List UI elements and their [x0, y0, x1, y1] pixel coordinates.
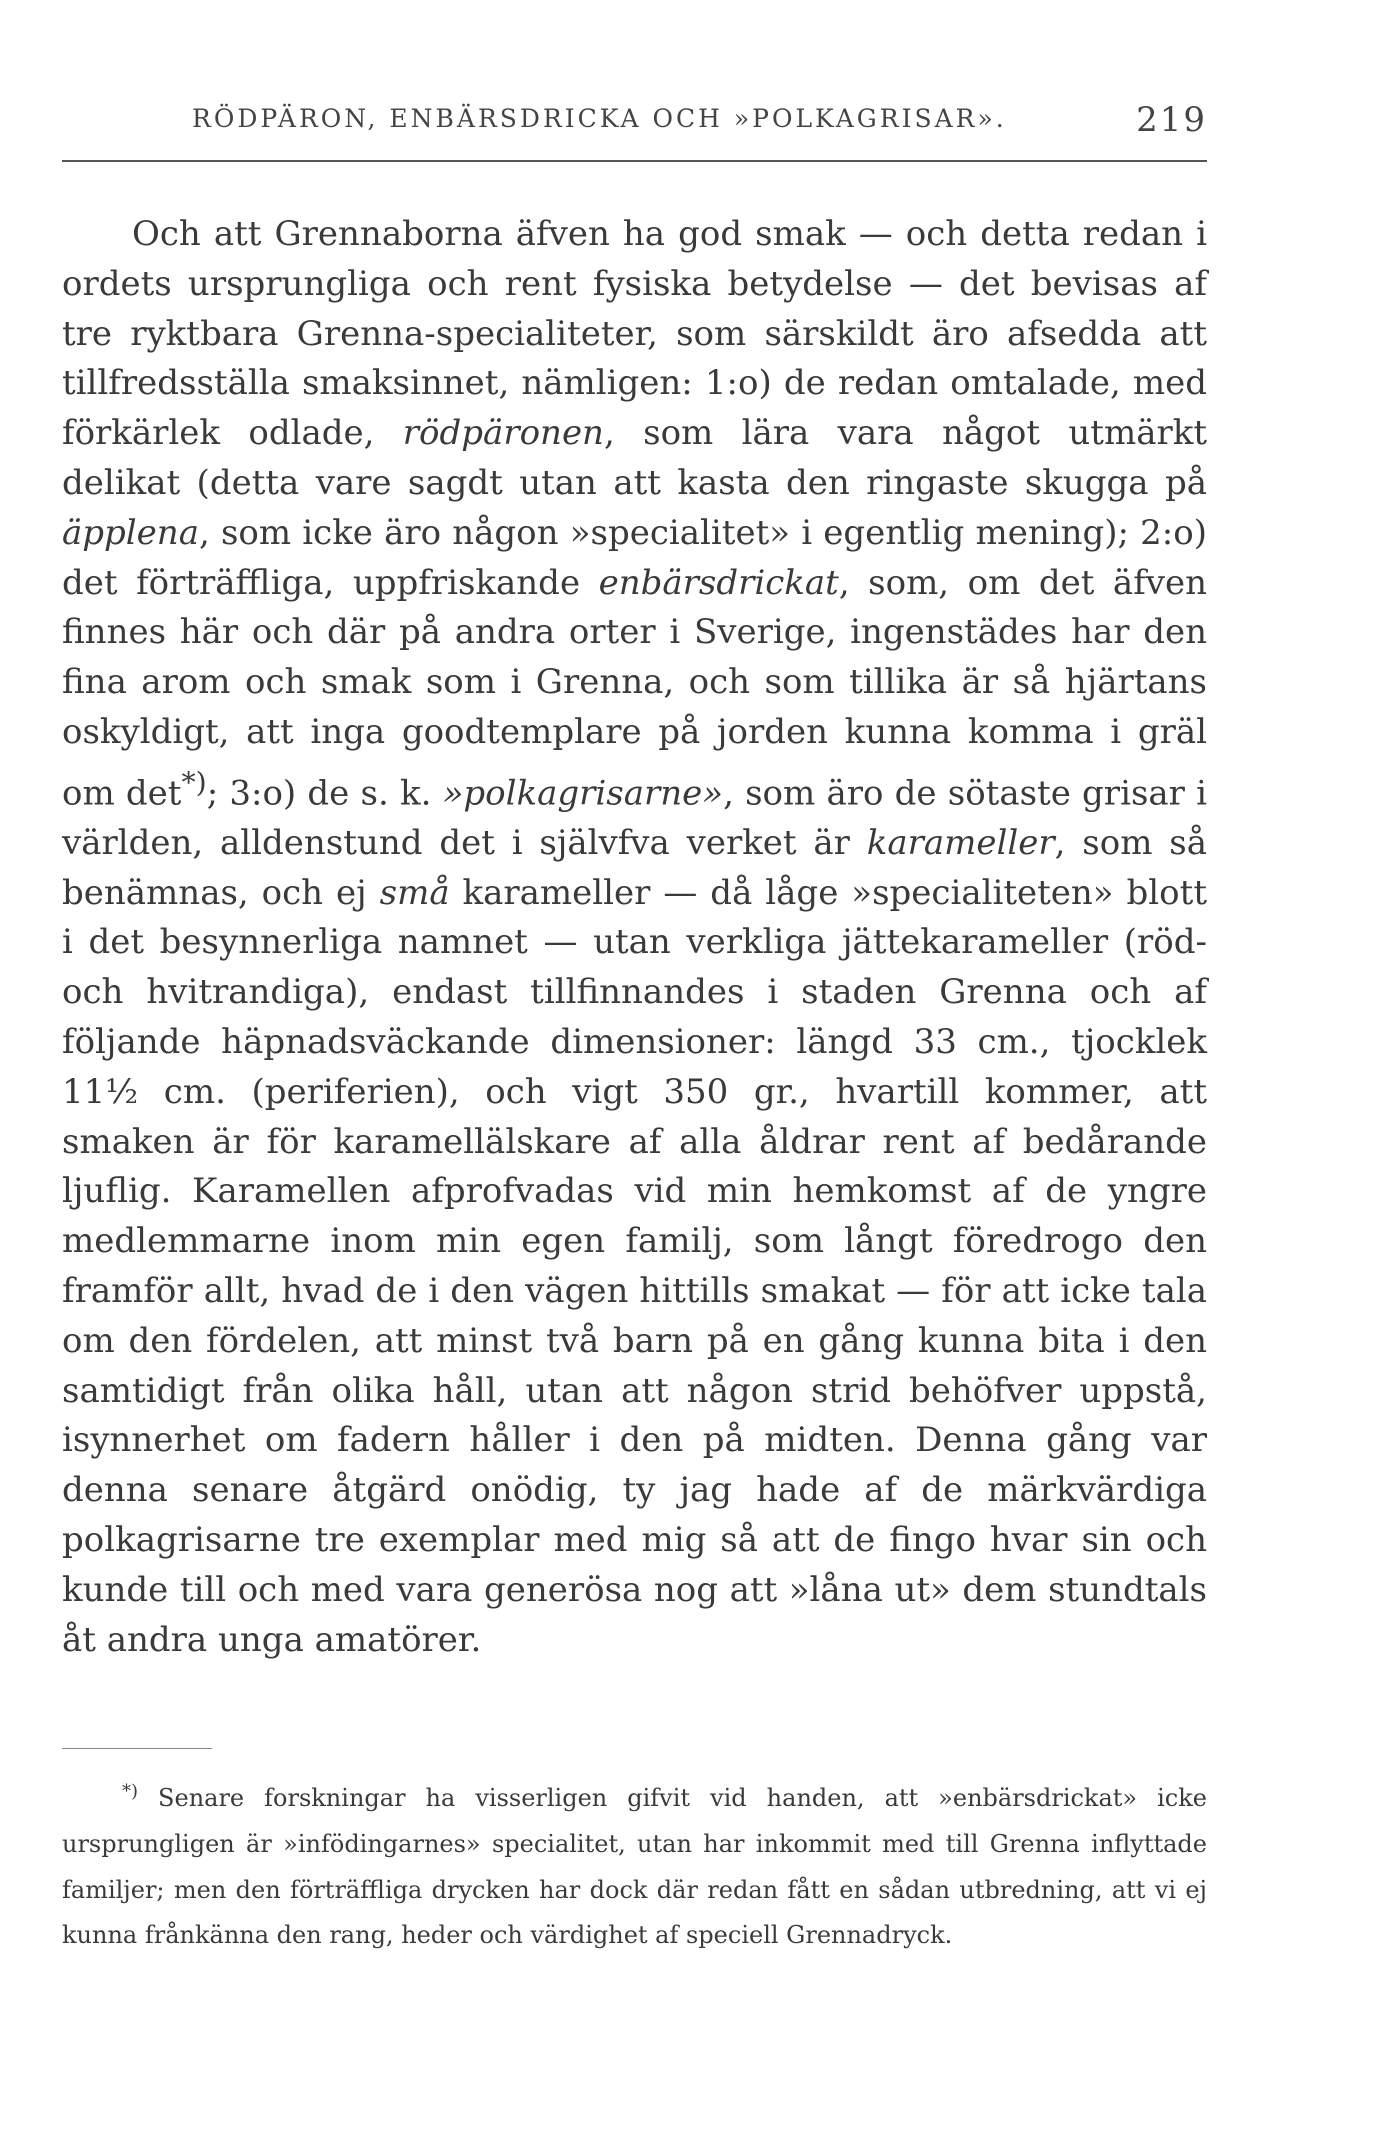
footnote [62, 1769, 1207, 1959]
page-header [62, 100, 1207, 162]
body-text [62, 210, 1207, 1665]
italic-term: äpplena [62, 512, 199, 553]
footnote-text: Senare forskningar ha visserligen gifvit vid handen, att »enbärsdrickat» icke ursprungligen är »infödingarnes» specialitet, utan har inkommit med till Grenna inflyttade familjer; men den förträffliga drycken har dock där redan fått en sådan utbredning, att vi ej kunna frånkänna den rang, heder och värdighet af speciell Grennadryck. [62, 1784, 1207, 1950]
running-head: RÖDPÄRON, ENBÄRSDRICKA OCH »POLKAGRISAR». [192, 104, 1007, 133]
footnote-reference: *) [181, 765, 207, 799]
italic-term: rödpäronen [402, 413, 604, 454]
text-run: , som så benämnas, och ej [62, 822, 1207, 913]
footnote-mark: *) [122, 1781, 139, 1802]
italic-term: karameller [866, 822, 1055, 863]
main-paragraph [62, 210, 1207, 1665]
text-run: , som äro de sötaste grisar i världen, alldenstund det i självfva verket är [62, 773, 1207, 863]
text-run: ; 3:o) de s. k. [206, 773, 443, 814]
italic-term: enbärsdrickat [598, 562, 839, 603]
text-run: , som lära vara något utmärkt delikat (detta vare sagdt utan att kasta den ringaste skugga på [62, 413, 1207, 503]
italic-term: »polkagrisarne» [442, 773, 724, 814]
text-run: Och att Grennaborna äfven ha god smak — och detta redan i ordets ursprungliga och rent fysiska betydelse — det bevisas af tre ryktbara Grenna-specialiteter, som särskildt äro afsedda att tillfredsställa smaksinnet, nämligen: 1:o) de redan omtalade, med förkärlek odlade, [62, 214, 1207, 454]
italic-term: små [379, 872, 450, 913]
footnote-divider [62, 1748, 212, 1749]
text-run: , som icke äro någon »specialitet» i egentlig mening); 2:o) det förträffliga, uppfriskande [62, 512, 1207, 603]
text-run: , som, om det äfven finnes här och där på andra orter i Sverige, ingenstädes har den fina arom och smak som i Grenna, och som tillika är så hjärtans oskyldigt, att inga goodtemplare på jorden kunna komma i gräl om det [62, 562, 1208, 814]
footnote-paragraph [62, 1769, 1207, 1959]
text-run: karameller — då låge »specialiteten» blott i det besynnerliga namnet — utan verkliga jättekarameller (röd- och hvitrandiga), endast tillfinnandes i staden Grenna och af följande häpnadsväckande dimensioner: längd 33 cm., tjocklek 11½ cm. (periferien), och vigt 350 gr., hvartill kommer, att smaken är för karamellälskare af alla åldrar rent af bedårande ljuflig. Karamellen afprofvadas vid min hemkomst af de yngre medlemmarne inom min egen familj, som långt föredrogo den framför allt, hvad de i den vägen hittills smakat — för att icke tala om den fördelen, att minst två barn på en gång kunna bita i den samtidigt från olika håll, utan att någon strid behöfver uppstå, isynnerhet om fadern håller i den på midten. Denna gång var denna senare åtgärd onödig, ty jag hade af de märkvärdiga polkagrisarne tre exemplar med mig så att de fingo hvar sin och kunde till och med vara generösa nog att »låna ut» dem stundtals åt andra unga amatörer. [62, 872, 1207, 1660]
page-number: 219 [1136, 100, 1207, 140]
